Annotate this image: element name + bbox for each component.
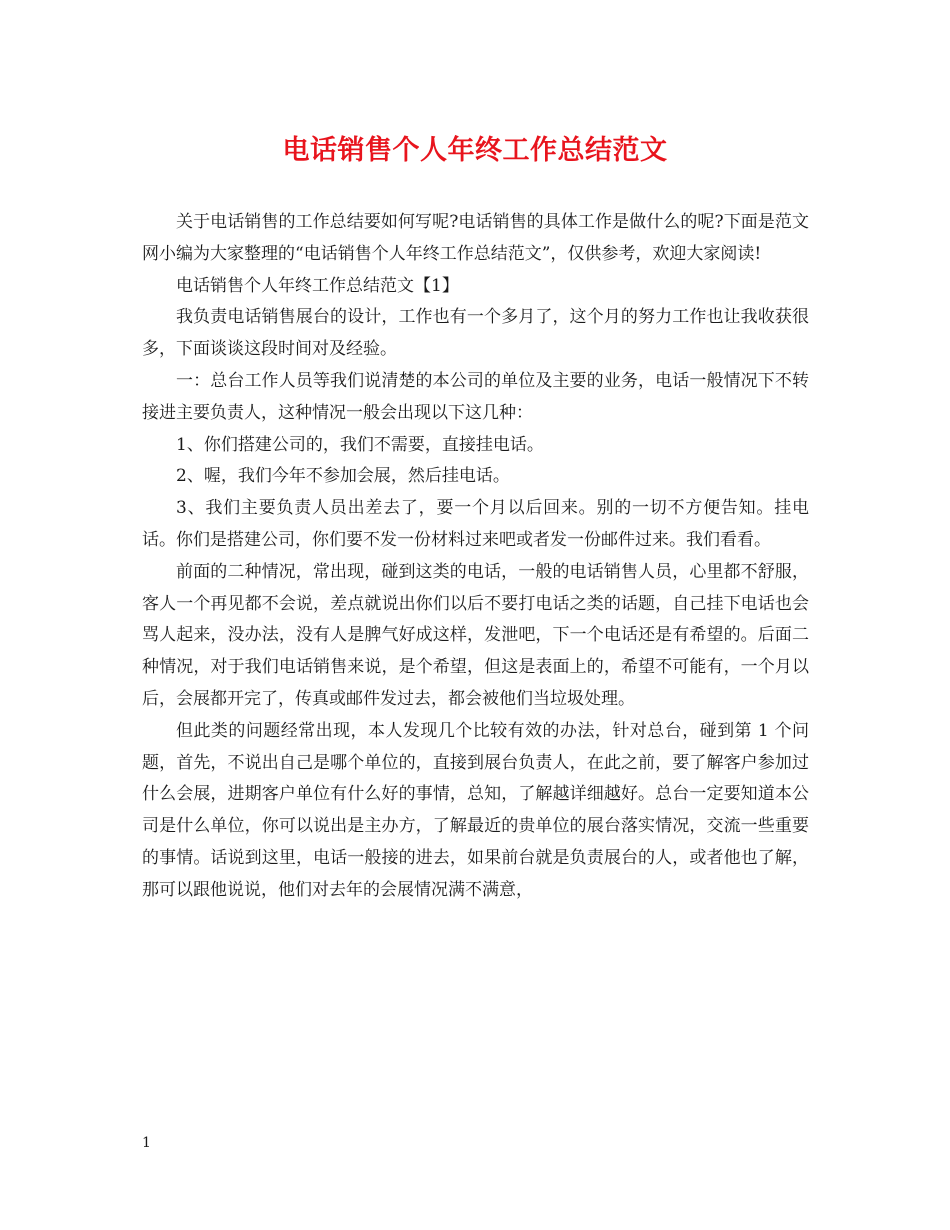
list-item: 2、喔，我们今年不参加会展，然后挂电话。 xyxy=(176,466,510,487)
list-item: 1、你们搭建公司的，我们不需要，直接挂电话。 xyxy=(176,434,544,455)
page-number: 1 xyxy=(142,1135,151,1151)
list-item: 3、我们主要负责人员出差去了，要一个月以后回来。别的一切不方便告知。挂电话。你们是搭建公司，你们要不发一份材料过来吧或者发一份邮件过来。我们看看。 xyxy=(142,498,809,550)
paragraph: 我负责电话销售展台的设计，工作也有一个多月了，这个月的努力工作也让我收获很多，下面谈谈这段时间对及经验。 xyxy=(142,307,809,360)
paragraph-intro: 关于电话销售的工作总结要如何写呢?电话销售的具体工作是做什么的呢?下面是范文网小编为大家整理的“电话销售个人年终工作总结范文”，仅供参考，欢迎大家阅读! xyxy=(142,212,809,264)
paragraph-section-heading: 电话销售个人年终工作总结范文【1】 xyxy=(176,275,459,296)
document-title: 电话销售个人年终工作总结范文 xyxy=(282,135,668,166)
paragraph: 但此类的问题经常出现，本人发现几个比较有效的办法，针对总台，碰到第 1 个问题，首先，不说出自己是哪个单位的，直接到展台负责人，在此之前，要了解客户参加过什么会展，进期客户单位有什么好的事情，总知，了解越详细越好。总台一定要知道本公司是什么单位，你可以说出是主办方，了解最近的贵单位的展台落实情况，交流一些重要的事情。话说到这里，电话一般接的进去，如果前台就是负责展台的人，或者他也了解，那可以跟他说说，他们对去年的会展情况满不满意， xyxy=(142,720,809,900)
paragraph: 前面的二种情况，常出现，碰到这类的电话，一般的电话销售人员，心里都不舒服，客人一个再见都不会说，差点就说出你们以后不要打电话之类的话题，自己挂下电话也会骂人起来，没办法，没有人是脾气好成这样，发泄吧，下一个电话还是有希望的。后面二种情况，对于我们电话销售来说，是个希望，但这是表面上的，希望不可能有，一个月以后，会展都开完了，传真或邮件发过去，都会被他们当垃圾处理。 xyxy=(142,561,809,709)
paragraph: 一：总台工作人员等我们说清楚的本公司的单位及主要的业务，电话一般情况下不转接进主要负责人，这种情况一般会出现以下这几种： xyxy=(142,370,809,423)
document-body xyxy=(142,207,809,907)
